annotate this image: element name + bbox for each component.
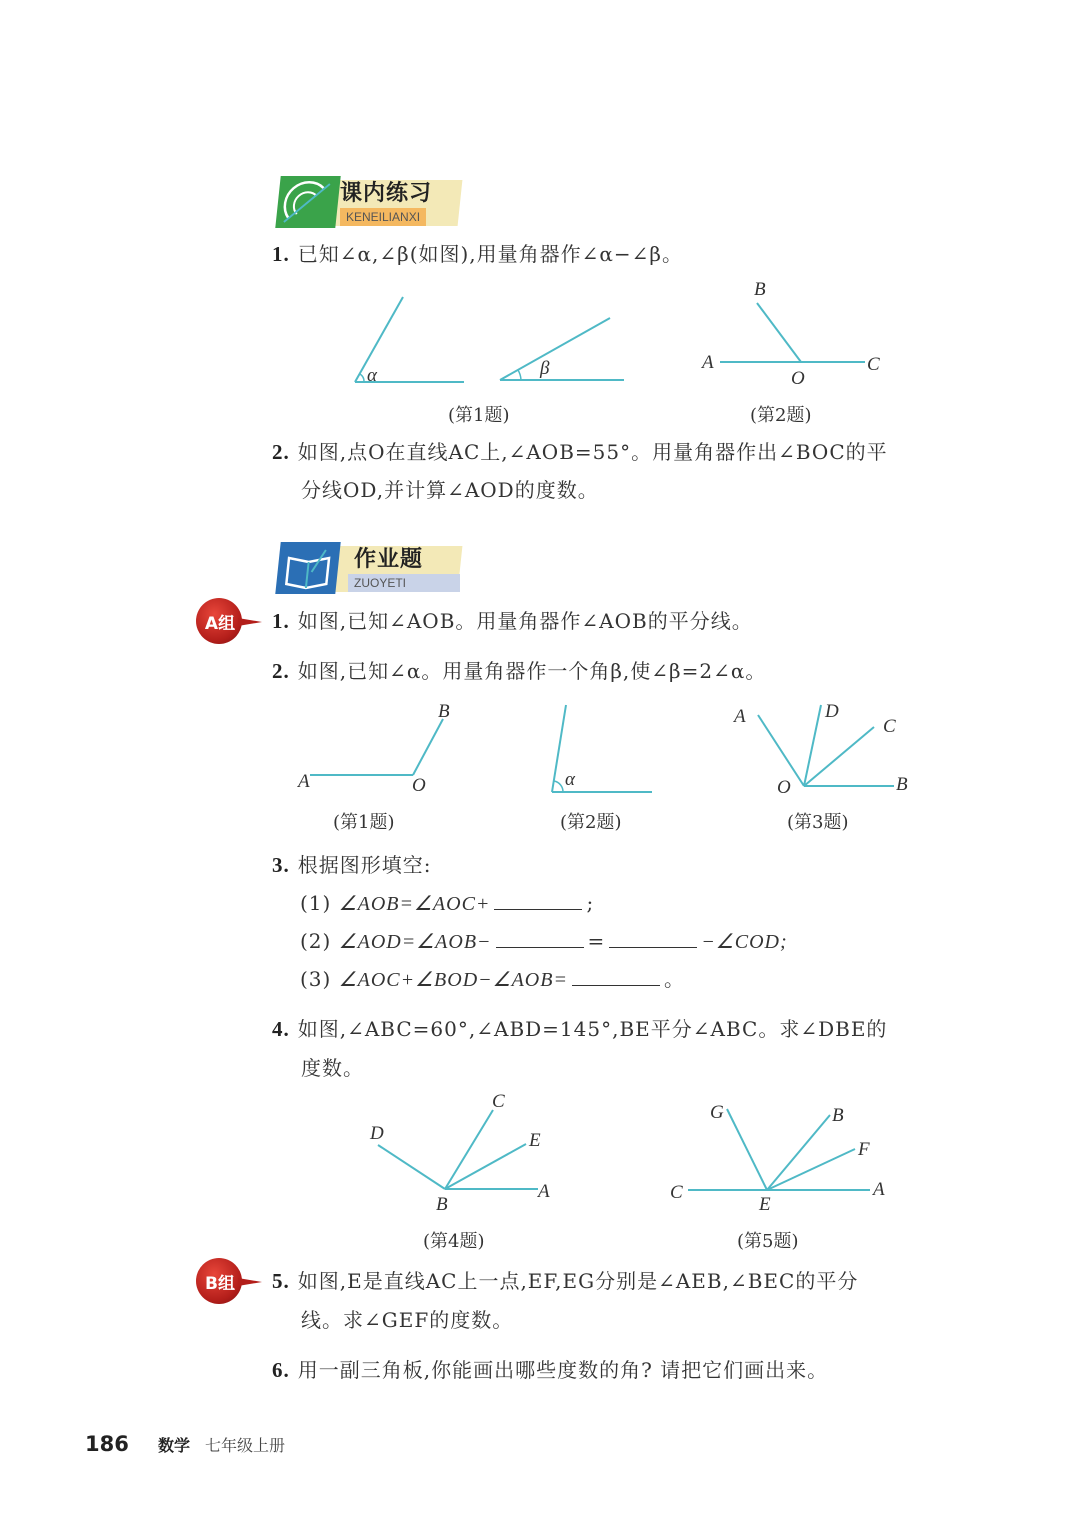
beta-label: β	[540, 358, 550, 379]
svg-text:C: C	[883, 716, 896, 737]
practice-section-header	[268, 170, 468, 226]
alpha-ray-2	[552, 705, 566, 792]
svg-text:A: A	[298, 771, 310, 792]
answer-blank[interactable]	[494, 889, 582, 910]
grade: 七年级上册	[205, 1436, 286, 1455]
ray-OB	[413, 719, 443, 775]
protractor-icon	[275, 176, 340, 228]
ray-BC	[445, 1110, 493, 1189]
group-a-badge: A组	[196, 598, 250, 646]
svg-text:B: B	[832, 1105, 844, 1126]
homework-question-6: 6. 用一副三角板,你能画出哪些度数的角? 请把它们画出来。	[272, 1358, 829, 1382]
svg-text:α: α	[565, 769, 575, 790]
homework-figure-1-caption: (第1题)	[333, 812, 395, 833]
homework-figure-5-caption: (第5题)	[737, 1231, 799, 1252]
svg-text:E: E	[759, 1194, 771, 1215]
beta-arc	[518, 370, 521, 380]
homework-figures-a	[280, 695, 920, 805]
practice-subtitle: KENEILIANXI	[340, 208, 426, 226]
svg-text:C: C	[670, 1182, 683, 1203]
practice-figure-2	[690, 272, 890, 392]
svg-text:A: A	[873, 1179, 885, 1200]
practice-question-2-cont: 分线OD,并计算∠AOD的度数。	[301, 478, 599, 502]
fill-item-3: (3) ∠AOC+∠BOD−∠AOB= 。	[300, 967, 685, 991]
alpha-label: α	[367, 365, 377, 386]
homework-question-4: 4. 如图,∠ABC=60°,∠ABD=145°,BE平分∠ABC。求∠DBE的	[272, 1017, 888, 1041]
answer-blank[interactable]	[572, 965, 660, 986]
svg-text:B: B	[438, 701, 450, 722]
homework-title: 作业题	[354, 547, 424, 572]
ray-OA	[758, 715, 804, 786]
homework-question-5-cont: 线。求∠GEF的度数。	[301, 1308, 514, 1332]
fill-item-1: (1) ∠AOB=∠AOC+ ;	[300, 891, 595, 915]
ray-EF	[767, 1149, 855, 1190]
svg-text:B: B	[436, 1194, 448, 1215]
svg-text:C: C	[867, 354, 880, 375]
page-number: 186	[85, 1432, 129, 1456]
svg-text:B: B	[896, 774, 908, 795]
ray-BD	[378, 1145, 445, 1189]
ray-EB	[767, 1115, 830, 1190]
svg-text:C: C	[492, 1091, 505, 1112]
practice-figure-1-caption: (第1题)	[448, 405, 510, 426]
homework-question-4-cont: 度数。	[301, 1056, 364, 1080]
svg-text:A: A	[734, 706, 746, 727]
ray-OB	[757, 303, 801, 362]
homework-question-1: 1. 如图,已知∠AOB。用量角器作∠AOB的平分线。	[272, 609, 753, 633]
homework-question-5: 5. 如图,E是直线AC上一点,EF,EG分别是∠AEB,∠BEC的平分	[272, 1269, 859, 1293]
homework-section-header	[268, 536, 468, 592]
svg-text:F: F	[858, 1139, 870, 1160]
svg-text:G: G	[710, 1102, 724, 1123]
homework-figure-4-caption: (第4题)	[423, 1231, 485, 1252]
answer-blank[interactable]	[609, 927, 697, 948]
homework-subtitle: ZUOYETI	[348, 574, 460, 592]
homework-question-2: 2. 如图,已知∠α。用量角器作一个角β,使∠β=2∠α。	[272, 659, 767, 683]
svg-text:O: O	[791, 368, 805, 389]
alpha-arc	[360, 374, 364, 382]
svg-text:D: D	[370, 1123, 384, 1144]
svg-text:A: A	[538, 1181, 550, 1202]
fill-item-2: (2) ∠AOD=∠AOB− = −∠COD;	[300, 929, 788, 953]
page-footer	[85, 1432, 285, 1456]
practice-figure-2-caption: (第2题)	[750, 405, 812, 426]
svg-text:D: D	[825, 701, 839, 722]
svg-text:E: E	[529, 1130, 541, 1151]
homework-figures-b	[350, 1085, 910, 1215]
svg-text:O: O	[412, 775, 426, 796]
svg-text:B: B	[754, 279, 766, 300]
subject: 数学	[157, 1436, 190, 1455]
open-book-icon	[275, 542, 340, 594]
svg-text:O: O	[777, 777, 791, 798]
practice-question-2: 2. 如图,点O在直线AC上,∠AOB=55°。用量角器作出∠BOC的平	[272, 440, 888, 464]
homework-figure-2-caption: (第2题)	[560, 812, 622, 833]
homework-figure-3-caption: (第3题)	[787, 812, 849, 833]
answer-blank[interactable]	[496, 927, 584, 948]
practice-figure-1	[340, 285, 640, 395]
practice-title: 课内练习	[340, 181, 433, 206]
ray-BE	[445, 1144, 526, 1189]
homework-question-3: 3. 根据图形填空:	[272, 853, 432, 877]
beta-ray-2	[500, 318, 610, 380]
alpha-arc	[554, 781, 563, 792]
ray-EG	[727, 1109, 767, 1190]
group-b-badge: B组	[196, 1258, 250, 1306]
alpha-ray-2	[355, 297, 403, 382]
practice-question-1: 1. 已知∠α,∠β(如图),用量角器作∠α−∠β。	[272, 242, 683, 266]
svg-text:A: A	[702, 352, 714, 373]
